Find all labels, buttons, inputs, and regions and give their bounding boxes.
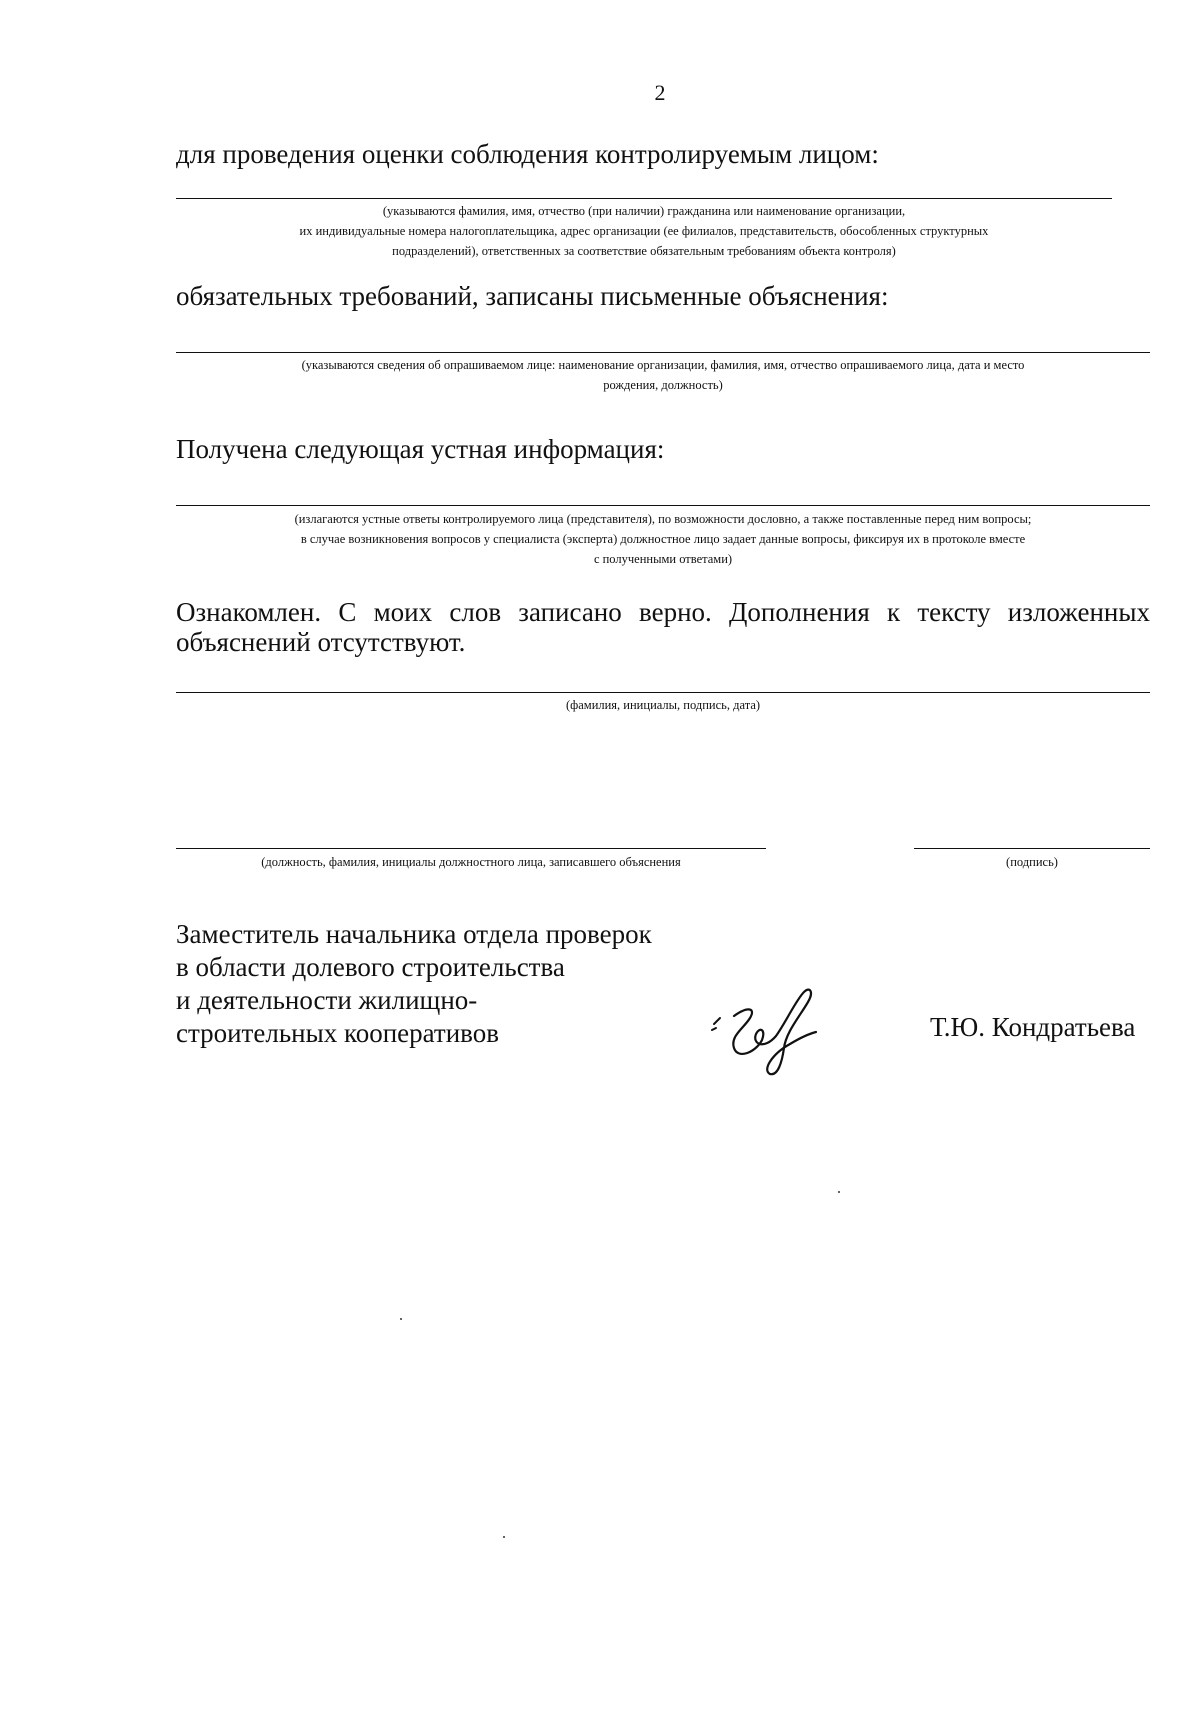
official-name-note: (должность, фамилия, инициалы должностного лица, записавшего объяснения [261, 855, 681, 869]
handwritten-signature [700, 978, 830, 1078]
section1-note-line-3: подразделений), ответственных за соответствие обязательным требованиям объекта контроля) [392, 244, 896, 258]
signatory-position-line-1: Заместитель начальника отдела проверок [176, 919, 652, 949]
signatory-name: Т.Ю. Кондратьева [930, 1012, 1136, 1042]
signatory-position-line-2: в области долевого строительства [176, 952, 565, 982]
signatory-position-line-3: и деятельности жилищно- [176, 985, 478, 1015]
official-signature-blank-line [914, 848, 1150, 849]
section1-intro: для проведения оценки соблюдения контролируемым лицом: [176, 139, 879, 169]
scan-speck [838, 1191, 840, 1193]
section3-intro: Получена следующая устная информация: [176, 434, 665, 464]
signatory-position-line-4: строительных кооперативов [176, 1018, 499, 1048]
section3-note-line-1: (излагаются устные ответы контролируемого лица (представителя), по возможности дословно, а также поставленные перед ним вопросы; [294, 512, 1032, 526]
section1-note-line-2: их индивидуальные номера налогоплательщика, адрес организации (ее филиалов, представительств, обособленных структурных [299, 224, 989, 238]
acknowledgement-note: (фамилия, инициалы, подпись, дата) [565, 698, 761, 712]
section2-note-line-2: рождения, должность) [603, 378, 723, 392]
section2-blank-line [176, 352, 1150, 353]
section2-note-line-1: (указываются сведения об опрашиваемом лице: наименование организации, фамилия, имя, отчество опрашиваемого лица, дата и место [301, 358, 1025, 372]
section1-blank-line [176, 198, 1112, 199]
section1-note-line-1: (указываются фамилия, имя, отчество (при наличии) гражданина или наименование организации, [382, 204, 906, 218]
acknowledgement-blank-line [176, 692, 1150, 693]
official-signature-note: (подпись) [1006, 855, 1058, 869]
page-number: 2 [654, 80, 666, 105]
section3-note-line-2: в случае возникновения вопросов у специалиста (эксперта) должностное лицо задает данные вопросы, фиксируя их в протоколе вместе [300, 532, 1026, 546]
scan-speck [503, 1536, 505, 1538]
section3-blank-line [176, 505, 1150, 506]
acknowledgement-text: Ознакомлен. С моих слов записано верно. Дополнения к тексту изложенных объяснений отсутствуют. [176, 597, 1150, 657]
scan-speck [400, 1318, 402, 1320]
section3-note-line-3: с полученными ответами) [593, 552, 733, 566]
official-name-blank-line [176, 848, 766, 849]
section2-intro: обязательных требований, записаны письменные объяснения: [176, 281, 889, 311]
signatory-position [176, 918, 652, 1050]
